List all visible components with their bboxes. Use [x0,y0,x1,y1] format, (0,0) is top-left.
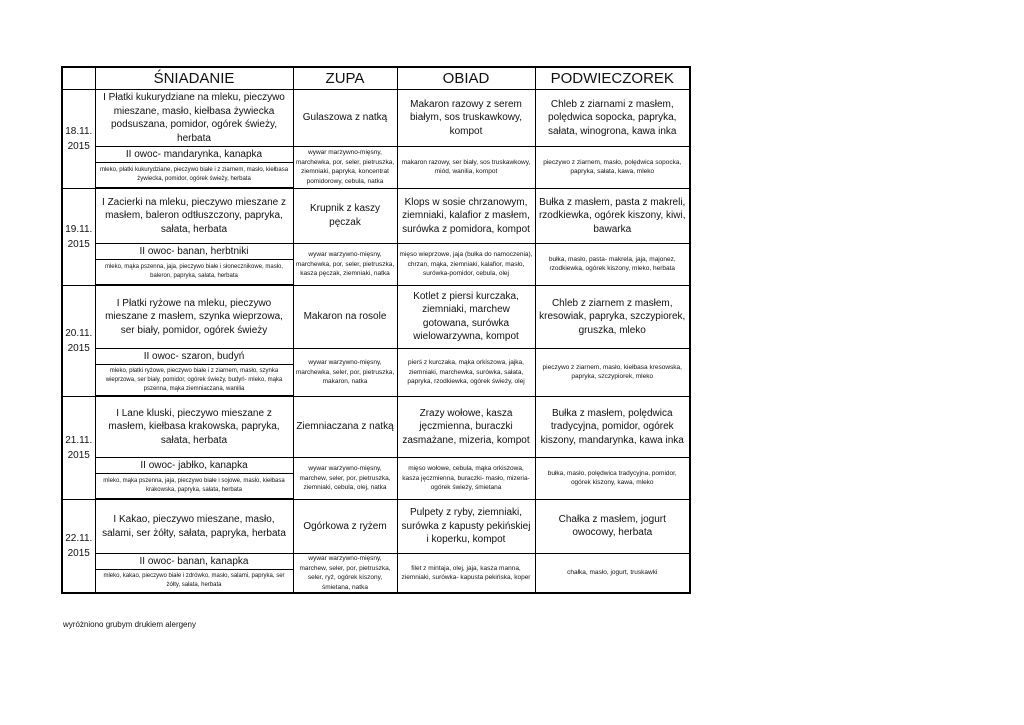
second-breakfast-cell: II owoc- jabłko, kanapka [95,458,293,474]
dinner-cell: Zrazy wołowe, kasza jęczmienna, buraczki zasmażane, mizeria, kompot [397,396,535,458]
afternoon-cell: Chleb z ziarnem z masłem, kresowiak, papryka, szczypiorek, gruszka, mleko [535,285,690,349]
day-date [62,90,95,189]
day-date [62,499,95,593]
dinner-cell: Klops w sosie chrzanowym, ziemniaki, kalafior z masłem, surówka z pomidora, kompot [397,188,535,244]
year-label: 2015 [67,140,90,152]
afternoon-ingredients-cell: bułka, masło, pasta- makrela, jaja, majonez, rzodkiewka, ogórek kiszony, mleko, herbata [535,244,690,286]
breakfast-cell: I Lane kluski, pieczywo mieszane z masłem, kiełbasa krakowska, papryka, sałata, herbata [95,396,293,458]
soup-ingredients-cell: wywar warzywno-mięsny, marchew, seler, por, pietruszka, ziemniaki, cebula, olej, natka [293,458,397,500]
day-row-main [62,396,690,458]
soup-ingredients-cell: wywar warzywno-mięsny, marchew, seler, por, pietruszka, seler, ryż, ogórek kiszony, śmietana, natka [293,554,397,594]
day-date [62,285,95,396]
day-row-second [62,458,690,474]
day-date [62,396,95,499]
header-afternoon-snack: PODWIECZOREK [535,67,690,90]
afternoon-ingredients-cell: pieczywo z ziarnem, masło, kiełbasa kresowska, papryka, szczypiorek, mleko [535,349,690,397]
dinner-ingredients-cell: pierś z kurczaka, mąka orkiszowa, jajka, ziemniaki, marchewka, surówka, sałata, papryka, rzodkiewka, ogórek świeży, olej [397,349,535,397]
afternoon-ingredients-cell: bułka, masło, polędwica tradycyjna, pomidor, ogórek kiszony, kawa, mleko [535,458,690,500]
dinner-ingredients-cell: mięso wieprzowe, jaja (bułka do namoczenia), chrzan, mąka, ziemniaki, kalafior, masło, surówka-pomidor, cebula, olej [397,244,535,286]
day-row-second [62,554,690,570]
soup-cell: Krupnik z kaszy pęczak [293,188,397,244]
afternoon-cell: Bułka z masłem, polędwica tradycyjna, pomidor, ogórek kiszony, mandarynka, kawa inka [535,396,690,458]
allergen-footnote: wyróżniono grubym drukiem alergeny [63,620,196,629]
soup-ingredients-cell: wywar warzywno-mięsny, marchewka, por, seler, pietruszka, kasza pęczak, ziemniaki, natka [293,244,397,286]
dinner-cell: Makaron razowy z serem białym, sos truskawkowy, kompot [397,90,535,147]
date-label: 22.11. [65,532,93,544]
day-row-main [62,188,690,244]
afternoon-ingredients-cell: pieczywo z ziarnem, masło, polędwica sopocka, papryka, sałata, kawa, mleko [535,147,690,189]
day-row-second [62,244,690,260]
year-label: 2015 [67,547,90,559]
day-row-second [62,349,690,365]
day-row-main [62,90,690,147]
soup-cell: Makaron na rosole [293,285,397,349]
year-label: 2015 [67,238,90,250]
afternoon-cell: Chałka z masłem, jogurt owocowy, herbata [535,499,690,554]
afternoon-ingredients-cell: chałka, masło, jogurt, truskawki [535,554,690,594]
date-label: 21.11. [65,434,93,446]
dinner-cell: Pulpety z ryby, ziemniaki, surówka z kapusty pekińskiej i koperku, kompot [397,499,535,554]
second-breakfast-cell: II owoc- banan, herbtniki [95,244,293,260]
breakfast-allergens-cell: mleko, płatki ryżowe, pieczywo białe i z ziarnem, masło, szynka wieprzowa, ser biały, pomidor, ogórek świeży, budyń- mleko, mąka pszenna, mąka ziemniaczana, wanilia [95,365,293,397]
year-label: 2015 [67,449,90,461]
year-label: 2015 [67,342,90,354]
day-row-main [62,499,690,554]
menu-table [61,66,691,594]
dinner-ingredients-cell: filet z mintaja, olej, jaja, kasza manna, ziemniaki, surówka- kapusta pekińska, koper [397,554,535,594]
soup-ingredients-cell: wywar marzywno-mięsny, marchewka, por, seler, pietruszka, ziemniaki, papryka, koncentrat pomidorowy, cebula, natka [293,147,397,189]
second-breakfast-cell: II owoc- szaron, budyń [95,349,293,365]
day-row-second [62,147,690,163]
date-label: 18.11. [65,125,93,137]
header-row [62,67,690,90]
dinner-ingredients-cell: mięso wołowe, cebula, mąka orkiszowa, kasza jęczmienna, buraczki- masło, mizeria- ogórek świeży, śmietana [397,458,535,500]
dinner-cell: Kotlet z piersi kurczaka, ziemniaki, marchew gotowana, surówka wielowarzywna, kompot [397,285,535,349]
dinner-ingredients-cell: makaron razowy, ser biały, sos truskawkowy, miód, wanilia, kompot [397,147,535,189]
soup-cell: Ziemniaczana z natką [293,396,397,458]
day-row-main [62,285,690,349]
header-dinner: OBIAD [397,67,535,90]
breakfast-allergens-cell: mleko, kakao, pieczywo białe i zdrówko, masło, salami, papryka, ser żółty, sałata, herbata [95,570,293,594]
date-label: 20.11. [65,327,93,339]
breakfast-cell: I Płatki kukurydziane na mleku, pieczywo mieszane, masło, kiełbasa żywiecka podsuszana, pomidor, ogórek świeży, herbata [95,90,293,147]
header-breakfast: ŚNIADANIE [95,67,293,90]
breakfast-allergens-cell: mleko, płatki kukurydziane, pieczywo białe i z ziarnem, masło, kiełbasa żywiecka, pomidor, ogórek świeży, herbata [95,163,293,189]
header-soup: ZUPA [293,67,397,90]
breakfast-allergens-cell: mleko, mąka pszenna, jaja, pieczywo białe i słonecznikowe, masło, baleron, papryka, sałata, herbata [95,260,293,286]
second-breakfast-cell: II owoc- mandarynka, kanapka [95,147,293,163]
breakfast-cell: I Kakao, pieczywo mieszane, masło, salami, ser żółty, sałata, papryka, herbata [95,499,293,554]
soup-ingredients-cell: wywar warzywno-mięsny, marchewka, seler, por, pietruszka, makaron, natka [293,349,397,397]
breakfast-cell: I Zacierki na mleku, pieczywo mieszane z masłem, baleron odtłuszczony, papryka, sałata, herbata [95,188,293,244]
day-date [62,188,95,285]
afternoon-cell: Bułka z masłem, pasta z makreli, rzodkiewka, ogórek kiszony, kiwi, bawarka [535,188,690,244]
soup-cell: Gulaszowa z natką [293,90,397,147]
header-date [62,67,95,90]
afternoon-cell: Chleb z ziarnami z masłem, polędwica sopocka, papryka, sałata, winogrona, kawa inka [535,90,690,147]
date-label: 19.11. [65,223,93,235]
breakfast-allergens-cell: mleko, mąka pszenna, jaja, pieczywo białe i sojowe, masło, kiełbasa krakowska, papryka, sałata, herbata [95,474,293,500]
soup-cell: Ogórkowa z ryżem [293,499,397,554]
second-breakfast-cell: II owoc- banan, kanapka [95,554,293,570]
breakfast-cell: I Płatki ryżowe na mleku, pieczywo mieszane z masłem, szynka wieprzowa, ser biały, pomidor, ogórek świeży [95,285,293,349]
